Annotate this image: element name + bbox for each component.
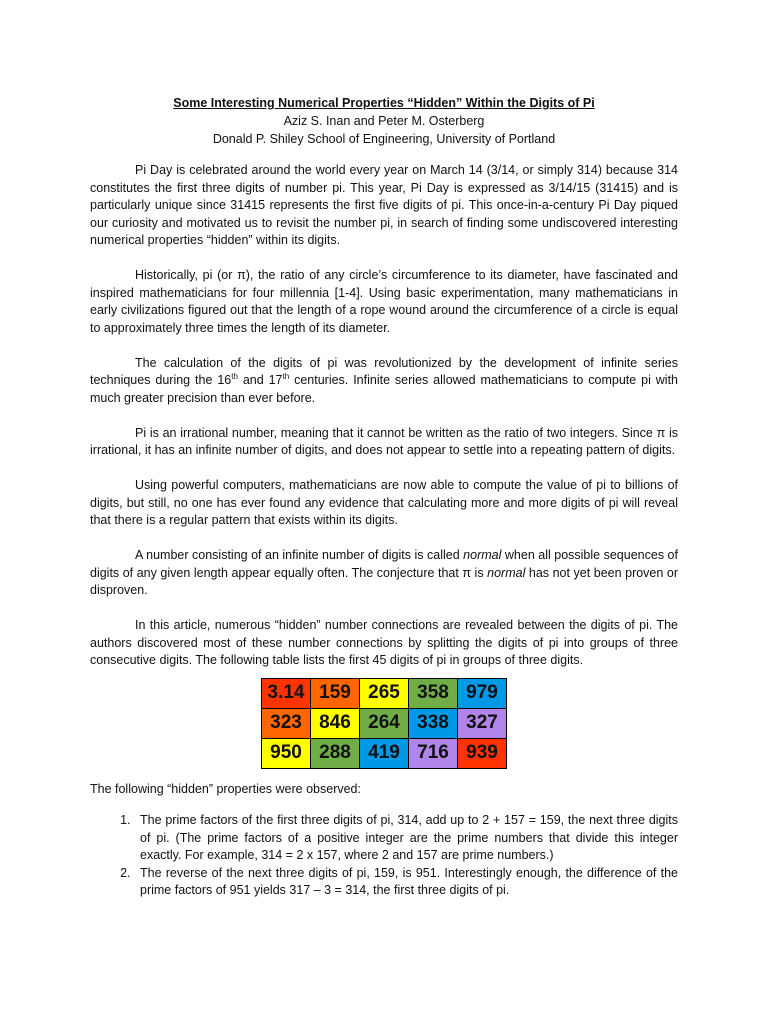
pi-digits-table [261, 678, 507, 769]
digit-group-cell: 159 [311, 678, 360, 708]
digit-group-cell: 419 [360, 738, 409, 768]
paragraph-3: The calculation of the digits of pi was revolutionized by the development of infinite series techniques during the 16th and 17th centuries. Infinite series allowed mathematicians to compute pi with much greater precision than ever before. [90, 355, 678, 405]
document-header [0, 94, 768, 148]
paragraph-4: Pi is an irrational number, meaning that it cannot be written as the ratio of two integers. Since π is irrational, it has an infinite number of digits, and does not appear to settle into a repeating pattern of digits. [90, 425, 678, 457]
digit-group-cell: 358 [409, 678, 458, 708]
affiliation: Donald P. Shiley School of Engineering, University of Portland [212, 132, 556, 146]
digit-group-cell: 338 [409, 708, 458, 738]
property-item: 2. The reverse of the next three digits of pi, 159, is 951. Interestingly enough, the difference of the prime factors of 951 yields 317 – 3 = 314, the first three digits of pi. [134, 865, 678, 900]
digit-group-cell: 323 [262, 708, 311, 738]
authors: Aziz S. Inan and Peter M. Osterberg [283, 114, 485, 128]
digit-group-cell: 939 [458, 738, 507, 768]
digit-group-cell: 846 [311, 708, 360, 738]
properties-list [90, 812, 678, 900]
digits-row [262, 738, 507, 768]
digit-group-cell: 265 [360, 678, 409, 708]
document-body [90, 162, 678, 900]
digits-row [262, 678, 507, 708]
paragraph-2: Historically, pi (or π), the ratio of any circle’s circumference to its diameter, have fascinated and inspired mathematicians for four millennia [1-4]. Using basic experimentation, many mathematicians in early civilizations figured out that the length of a rope wound around the circumference of a circle is equal to approximately three times the length of its diameter. [90, 268, 678, 335]
document-title: Some Interesting Numerical Properties “Hidden” Within the Digits of Pi [173, 96, 595, 110]
paragraph-7: In this article, numerous “hidden” number connections are revealed between the digits of pi. The authors discovered most of these number connections by splitting the digits of pi into groups of three consecutive digits. The following table lists the first 45 digits of pi in groups of three digits. [90, 618, 678, 667]
digit-group-cell: 979 [458, 678, 507, 708]
digit-group-cell: 3.14 [262, 678, 311, 708]
digit-group-cell: 950 [262, 738, 311, 768]
paragraph-1: Pi Day is celebrated around the world every year on March 14 (3/14, or simply 314) because 314 constitutes the first three digits of number pi. This year, Pi Day is expressed as 3/14/15 (31415) and is particularly unique since 31415 represents the first five digits of pi. This once-in-a-century Pi Day piqued our curiosity and motivated us to revisit the number pi, in search of finding some undiscovered interesting numerical properties “hidden” within its digits. [90, 163, 678, 247]
paragraph-6: A number consisting of an infinite number of digits is called normal when all possible sequences of digits of any given length appear equally often. The conjecture that π is normal has not yet been proven or disproven. [90, 548, 678, 597]
digit-group-cell: 716 [409, 738, 458, 768]
digit-group-cell: 327 [458, 708, 507, 738]
digit-group-cell: 288 [311, 738, 360, 768]
paragraph-5: Using powerful computers, mathematicians are now able to compute the value of pi to billions of digits, but still, no one has ever found any evidence that calculating more and more digits of pi will reveal that there is a regular pattern that exists within its digits. [90, 478, 678, 527]
paragraph-8: The following “hidden” properties were observed: [90, 781, 361, 796]
property-item: 1. The prime factors of the first three digits of pi, 314, add up to 2 + 157 = 159, the next three digits of pi. (The prime factors of a positive integer are the prime numbers that divide this integer exactly. For example, 314 = 2 x 157, where 2 and 157 are prime numbers.) [134, 812, 678, 865]
digit-group-cell: 264 [360, 708, 409, 738]
digits-row [262, 708, 507, 738]
